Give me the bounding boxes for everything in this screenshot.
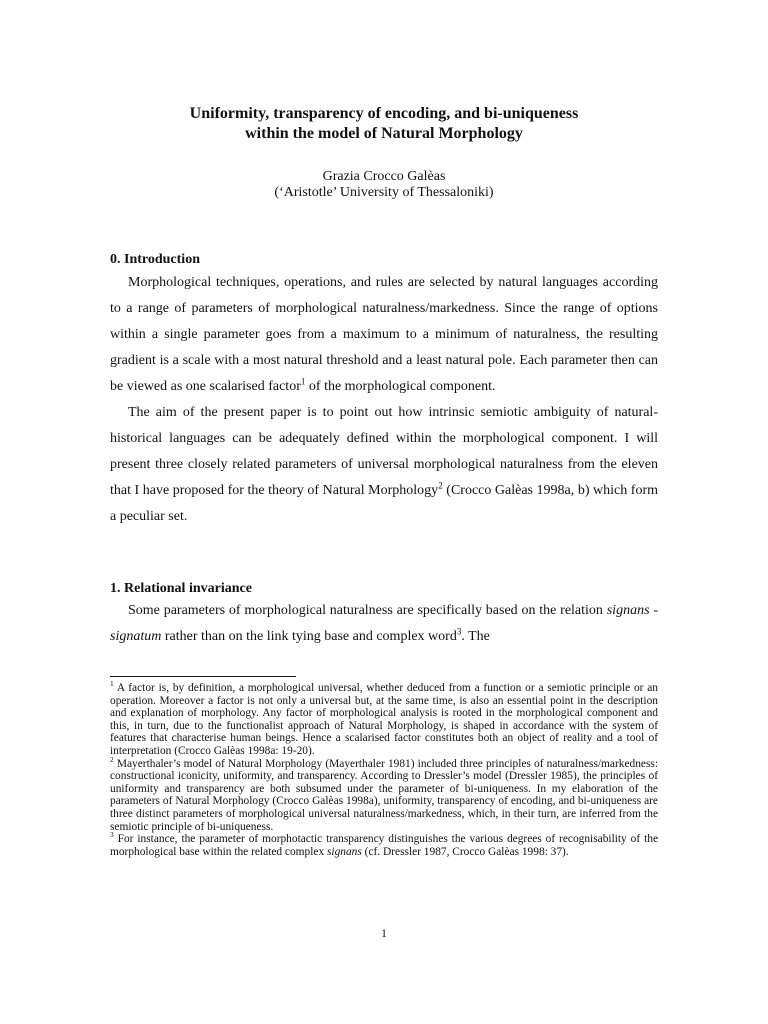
footnote-text: For instance, the parameter of morphotactic transparency distinguishes the various degrees of recognisability of the morphological base within the related complex xyxy=(110,833,658,858)
paragraph-text: . The xyxy=(461,629,490,644)
author-name: Grazia Crocco Galèas xyxy=(322,169,446,184)
italic-term: signans xyxy=(327,845,362,858)
paragraph-text: - xyxy=(649,603,658,618)
paragraph-text: The aim of the present paper is to point out how intrinsic semiotic ambiguity of natural-historical languages can be adequately defined within the morphological component. I will present three closely related parameters of universal morphological naturalness from the eleven that I have proposed for the theory of Natural Morphology xyxy=(110,405,658,498)
section-body-introduction xyxy=(110,270,658,530)
footnote-number: 1 xyxy=(110,679,114,689)
section-body-relational-invariance xyxy=(110,598,658,650)
footnote-text: (cf. Dressler 1987, Crocco Galèas 1998: 37). xyxy=(361,845,569,858)
footnote xyxy=(110,679,658,758)
paragraph-text: Morphological techniques, operations, and rules are selected by natural languages according to a range of parameters of morphological naturalness/markedness. Since the range of options within a single parameter goes from a maximum to a minimum of naturalness, the resulting gradient is a scale with a most natural threshold and a least natural pole. Each parameter then can be viewed as one scalarised factor xyxy=(110,275,658,394)
paragraph-text: of the morphological component. xyxy=(305,379,496,394)
italic-term: signatum xyxy=(110,629,162,644)
paper-title-line-2: within the model of Natural Morphology xyxy=(245,125,523,142)
section-heading-introduction: 0. Introduction xyxy=(110,252,200,267)
paragraph xyxy=(110,270,658,400)
paragraph-text: (Crocco Galèas 1998a, b) which form a peculiar set. xyxy=(110,483,659,524)
paragraph xyxy=(110,400,658,530)
footnote-number: 3 xyxy=(110,830,114,840)
paragraph xyxy=(110,598,658,650)
italic-term: signans xyxy=(606,603,650,618)
paper-title-line-1: Uniformity, transparency of encoding, and bi-uniqueness xyxy=(189,105,579,122)
footnote-rule xyxy=(110,676,296,677)
footnote xyxy=(110,830,658,858)
footnotes xyxy=(110,679,658,858)
paragraph-text: rather than on the link tying base and complex word xyxy=(161,629,457,644)
footnote-ref[interactable]: 2 xyxy=(438,480,443,491)
footnote-ref[interactable]: 1 xyxy=(300,376,306,387)
footnote-text: A factor is, by definition, a morphological universal, whether deduced from a function or a semiotic principle or an operation. Moreover a factor is not only a universal but, at the same time, is also an essential point in the description and explanation of morphology. Any factor of morphological analysis is rooted in the morphological component and this, in turn, due to the functionalist approach of Natural Morphology, is shaped in accordance with the system of features that characterise human beings. Hence a scalarised factor constitutes both an object of reality and a tool of interpretation (Crocco Galèas 1998a: 19-20). xyxy=(110,682,658,757)
footnote-ref[interactable]: 3 xyxy=(456,626,462,637)
footnote xyxy=(110,754,658,834)
section-heading-relational-invariance: 1. Relational invariance xyxy=(110,581,252,596)
author-affiliation: (‘Aristotle’ University of Thessaloniki) xyxy=(274,185,494,200)
footnote-number: 2 xyxy=(110,754,114,764)
paragraph-text: Some parameters of morphological naturalness are specifically based on the relation xyxy=(128,603,607,618)
page-number: 1 xyxy=(381,926,387,940)
footnote-text: Mayerthaler’s model of Natural Morphology (Mayerthaler 1981) included three principles of naturalness/markedness: constructional iconicity, uniformity, and transparency. According to Dressler’s model (Dressler 1985), the principles of uniformity and transparency are both subsumed under the parameter of bi-uniqueness. In my elaboration of the parameters of Natural Morphology (Crocco Galèas 1998a), uniformity, transparency of encoding, and bi-uniqueness are three distinct parameters of morphological universal naturalness/markedness, which, in their turn, are inferred from the semiotic principle of bi-uniqueness. xyxy=(110,757,658,833)
